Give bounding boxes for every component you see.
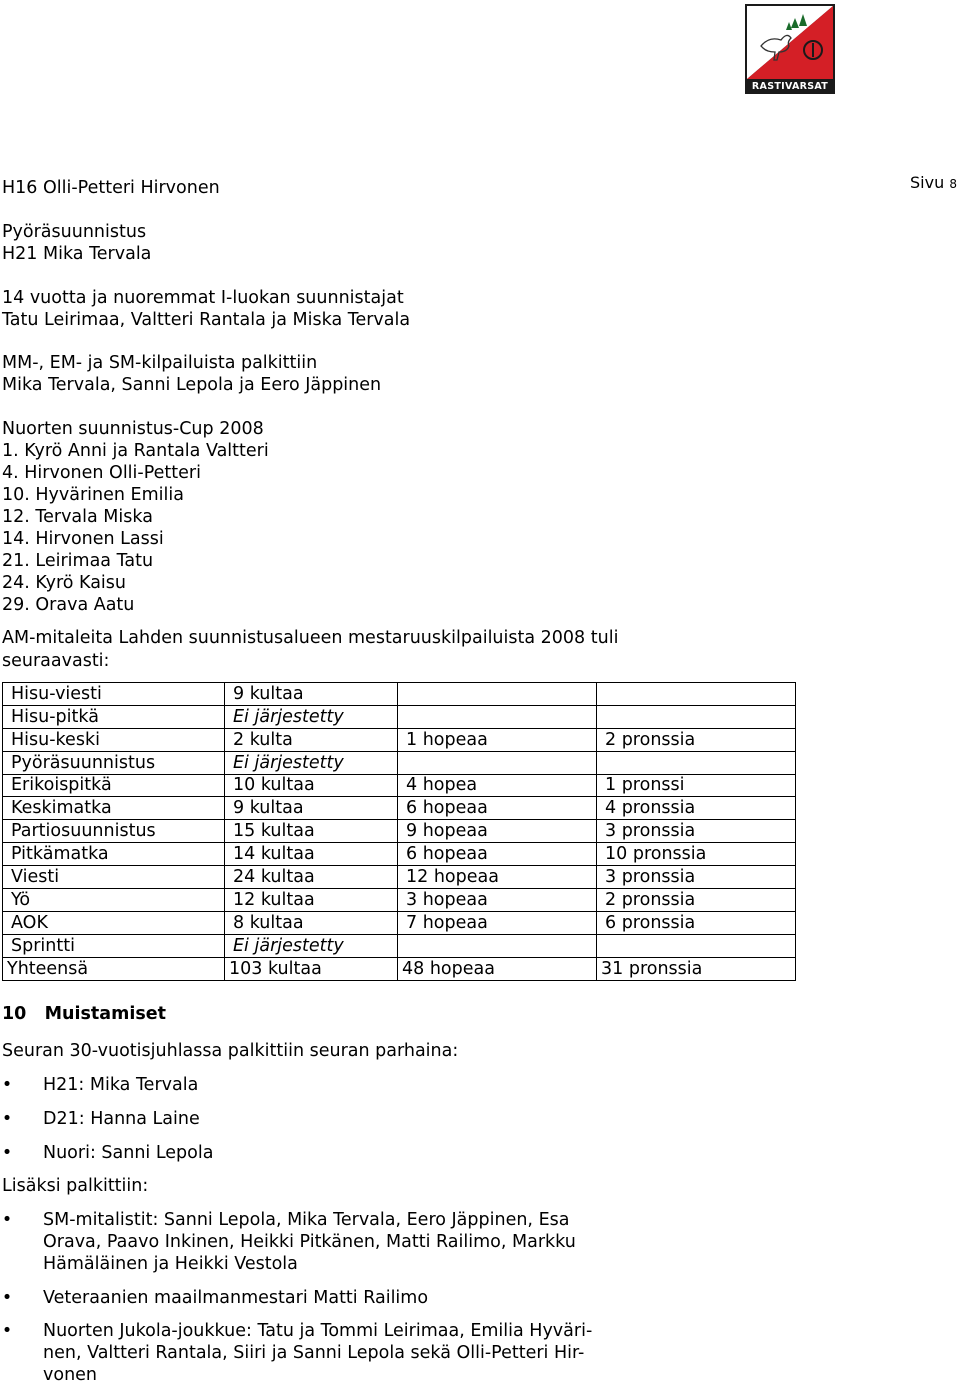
silver-cell: 6 hopeaa <box>398 843 597 866</box>
silver-cell <box>398 934 597 957</box>
event-cell: Keskimatka <box>3 797 225 820</box>
young-names: Tatu Leirimaa, Valtteri Rantala ja Miska Tervala <box>2 310 411 330</box>
cup-result: 1. Kyrö Anni ja Rantala Valtteri <box>2 441 269 461</box>
event-cell: Pyöräsuunnistus <box>3 751 225 774</box>
event-cell: Erikoispitkä <box>3 774 225 797</box>
table-row <box>3 889 796 912</box>
am-intro-line1: AM-mitaleita Lahden suunnistusalueen mestaruuskilpailuista 2008 tuli <box>2 628 619 648</box>
cup-title: Nuorten suunnistus-Cup 2008 <box>2 419 264 439</box>
total-row <box>3 957 796 980</box>
cup-result: 4. Hirvonen Olli-Petteri <box>2 463 201 483</box>
table-row <box>3 820 796 843</box>
gold-cell: Ei järjestetty <box>225 705 398 728</box>
table-row <box>3 728 796 751</box>
young-title: 14 vuotta ja nuoremmat I-luokan suunnistajat <box>2 288 404 308</box>
gold-cell: Ei järjestetty <box>225 934 398 957</box>
bullet-icon: • <box>1 1321 13 1341</box>
gold-cell: 24 kultaa <box>225 866 398 889</box>
bullet-icon: • <box>1 1210 13 1230</box>
silver-cell: 9 hopeaa <box>398 820 597 843</box>
list-item-line: Nuorten Jukola-joukkue: Tatu ja Tommi Leirimaa, Emilia Hyväri- <box>43 1321 593 1341</box>
table-row <box>3 797 796 820</box>
section-title: Muistamiset <box>44 1004 166 1024</box>
list-item-line: Orava, Paavo Inkinen, Heikki Pitkänen, Matti Railimo, Markku <box>43 1232 576 1252</box>
medal-table <box>2 682 796 981</box>
table-row <box>3 774 796 797</box>
silver-cell: 4 hopea <box>398 774 597 797</box>
event-cell: Yö <box>3 889 225 912</box>
event-cell: Viesti <box>3 866 225 889</box>
page-number-value: 8 <box>949 177 957 191</box>
silver-cell: 7 hopeaa <box>398 911 597 934</box>
bronze-cell: 2 pronssia <box>597 889 796 912</box>
gold-cell: 10 kultaa <box>225 774 398 797</box>
bullet-icon: • <box>1 1109 13 1129</box>
silver-cell <box>398 705 597 728</box>
honors-intro: Seuran 30-vuotisjuhlassa palkittiin seuran parhaina: <box>2 1041 459 1061</box>
bronze-cell: 3 pronssia <box>597 820 796 843</box>
logo-label: RASTIVARSAT <box>745 79 835 94</box>
cup-result: 29. Orava Aatu <box>2 595 135 615</box>
bullet-icon: • <box>1 1288 13 1308</box>
bronze-cell: 1 pronssi <box>597 774 796 797</box>
club-logo <box>745 4 835 94</box>
page-number <box>910 173 957 192</box>
h16-line: H16 Olli-Petteri Hirvonen <box>2 178 220 198</box>
list-item: H21: Mika Tervala <box>43 1075 199 1095</box>
list-item-line: SM-mitalistit: Sanni Lepola, Mika Tervala, Eero Jäppinen, Esa <box>43 1210 570 1230</box>
bronze-cell: 4 pronssia <box>597 797 796 820</box>
event-cell: Hisu-keski <box>3 728 225 751</box>
bronze-cell <box>597 751 796 774</box>
total-gold-cell: 103 kultaa <box>225 957 398 980</box>
silver-cell: 1 hopeaa <box>398 728 597 751</box>
list-item: Veteraanien maailmanmestari Matti Railimo <box>43 1288 429 1308</box>
bronze-cell: 2 pronssia <box>597 728 796 751</box>
gold-cell: 9 kultaa <box>225 683 398 706</box>
bronze-cell: 10 pronssia <box>597 843 796 866</box>
silver-cell: 6 hopeaa <box>398 797 597 820</box>
table-row <box>3 866 796 889</box>
cup-result: 12. Tervala Miska <box>2 507 153 527</box>
silver-cell: 12 hopeaa <box>398 866 597 889</box>
gold-cell: 15 kultaa <box>225 820 398 843</box>
cup-result: 21. Leirimaa Tatu <box>2 551 154 571</box>
list-item-line: vonen <box>43 1365 98 1385</box>
table-row <box>3 683 796 706</box>
event-cell: Hisu-viesti <box>3 683 225 706</box>
event-cell: Sprintti <box>3 934 225 957</box>
best-list <box>0 1074 960 1174</box>
gold-cell: 12 kultaa <box>225 889 398 912</box>
also-list <box>0 1209 960 1384</box>
bronze-cell: 6 pronssia <box>597 911 796 934</box>
mm-title: MM-, EM- ja SM-kilpailuista palkittiin <box>2 353 318 373</box>
table-row <box>3 751 796 774</box>
silver-cell: 3 hopeaa <box>398 889 597 912</box>
total-label-cell: Yhteensä <box>3 957 225 980</box>
bullet-icon: • <box>1 1143 13 1163</box>
medal-table-body <box>3 683 796 981</box>
silver-cell <box>398 751 597 774</box>
gold-cell: 8 kultaa <box>225 911 398 934</box>
bike-h21: H21 Mika Tervala <box>2 244 152 264</box>
gold-cell: Ei järjestetty <box>225 751 398 774</box>
table-row <box>3 705 796 728</box>
bronze-cell <box>597 934 796 957</box>
bronze-cell: 3 pronssia <box>597 866 796 889</box>
cup-result: 14. Hirvonen Lassi <box>2 529 164 549</box>
event-cell: Hisu-pitkä <box>3 705 225 728</box>
cup-result: 24. Kyrö Kaisu <box>2 573 126 593</box>
page-label: Sivu <box>910 173 945 192</box>
silver-cell <box>398 683 597 706</box>
list-item-line: nen, Valtteri Rantala, Siiri ja Sanni Lepola sekä Olli-Petteri Hir- <box>43 1343 585 1363</box>
gold-cell: 9 kultaa <box>225 797 398 820</box>
table-row <box>3 934 796 957</box>
table-row <box>3 911 796 934</box>
gold-cell: 2 kulta <box>225 728 398 751</box>
list-item: Nuori: Sanni Lepola <box>43 1143 214 1163</box>
bike-title: Pyöräsuunnistus <box>2 222 147 242</box>
also-awarded: Lisäksi palkittiin: <box>2 1176 149 1196</box>
total-silver-cell: 48 hopeaa <box>398 957 597 980</box>
am-intro-line2: seuraavasti: <box>2 651 110 671</box>
list-item: D21: Hanna Laine <box>43 1109 200 1129</box>
cup-result: 10. Hyvärinen Emilia <box>2 485 184 505</box>
list-item-line: Hämäläinen ja Heikki Vestola <box>43 1254 298 1274</box>
event-cell: Pitkämatka <box>3 843 225 866</box>
event-cell: Partiosuunnistus <box>3 820 225 843</box>
bullet-icon: • <box>1 1075 13 1095</box>
total-bronze-cell: 31 pronssia <box>597 957 796 980</box>
table-row <box>3 843 796 866</box>
event-cell: AOK <box>3 911 225 934</box>
section-heading <box>2 1003 166 1025</box>
bronze-cell <box>597 705 796 728</box>
bronze-cell <box>597 683 796 706</box>
mm-names: Mika Tervala, Sanni Lepola ja Eero Jäppinen <box>2 375 382 395</box>
section-number: 10 <box>2 1004 27 1024</box>
gold-cell: 14 kultaa <box>225 843 398 866</box>
